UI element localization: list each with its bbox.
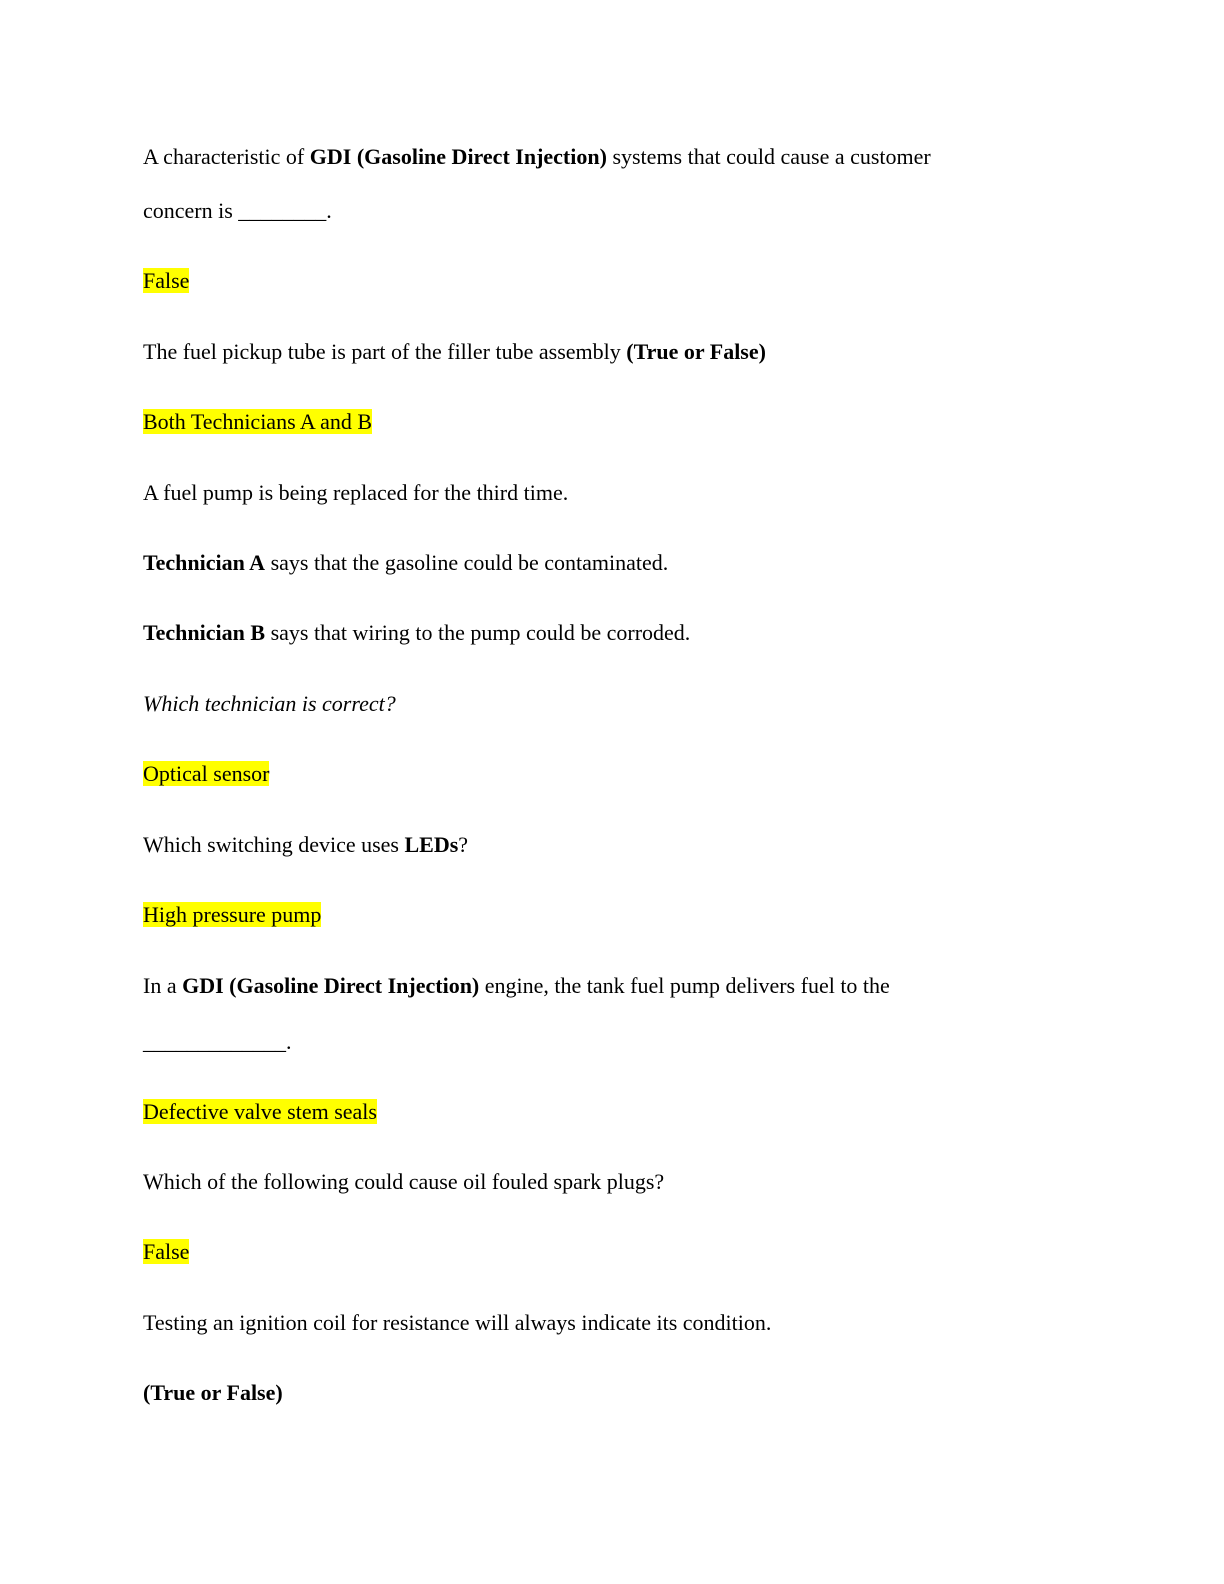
technician-a-line: [143, 549, 668, 577]
q4-text-end: ?: [458, 832, 469, 857]
technician-a-text: says that the gasoline could be contaminated.: [265, 550, 669, 575]
q5-line2: _____________.: [143, 1029, 292, 1054]
q1-line1: [143, 143, 931, 171]
technician-b-line: [143, 619, 690, 647]
q7-true-false-line: [143, 1379, 283, 1407]
q5-line1: [143, 972, 890, 1000]
q2-text: The fuel pickup tube is part of the filler tube assembly: [143, 339, 627, 364]
answer-highlight: Both Technicians A and B: [143, 409, 373, 434]
q3-line: A fuel pump is being replaced for the third time.: [143, 480, 569, 505]
technician-a-label: Technician A: [143, 550, 266, 575]
answer-highlight: False: [143, 1239, 190, 1264]
technician-b-text: says that wiring to the pump could be corroded.: [265, 620, 691, 645]
which-technician-question: Which technician is correct?: [143, 691, 396, 716]
q2-line: [143, 338, 766, 366]
q6-line: Which of the following could cause oil fouled spark plugs?: [143, 1169, 665, 1194]
technician-b-label: Technician B: [143, 620, 266, 645]
q1-line2: concern is ________.: [143, 198, 332, 223]
q7-line: Testing an ignition coil for resistance will always indicate its condition.: [143, 1310, 772, 1335]
q7-true-false: (True or False): [143, 1380, 283, 1405]
answer-highlight: False: [143, 268, 190, 293]
q5-bold-term: GDI (Gasoline Direct Injection): [182, 973, 480, 998]
q1-bold-term: GDI (Gasoline Direct Injection): [309, 144, 607, 169]
answer-false-1: [143, 267, 189, 295]
answer-optical-sensor: [143, 760, 269, 788]
q4-line: [143, 831, 468, 859]
answer-false-2: [143, 1238, 189, 1266]
answer-high-pressure-pump: [143, 901, 321, 929]
q2-true-false: (True or False): [626, 339, 766, 364]
q3-question: [143, 690, 396, 718]
q4-text: Which switching device uses: [143, 832, 405, 857]
q5-text-end: engine, the tank fuel pump delivers fuel to the: [479, 973, 890, 998]
answer-both-technicians: [143, 408, 372, 436]
answer-highlight: Defective valve stem seals: [143, 1099, 377, 1124]
q5-text: In a: [143, 973, 183, 998]
answer-valve-stem-seals: [143, 1098, 377, 1126]
q1-text: A characteristic of: [143, 144, 310, 169]
answer-highlight: High pressure pump: [143, 902, 322, 927]
q4-bold-term: LEDs: [404, 832, 459, 857]
q1-text-end: systems that could cause a customer: [606, 144, 931, 169]
answer-highlight: Optical sensor: [143, 761, 270, 786]
